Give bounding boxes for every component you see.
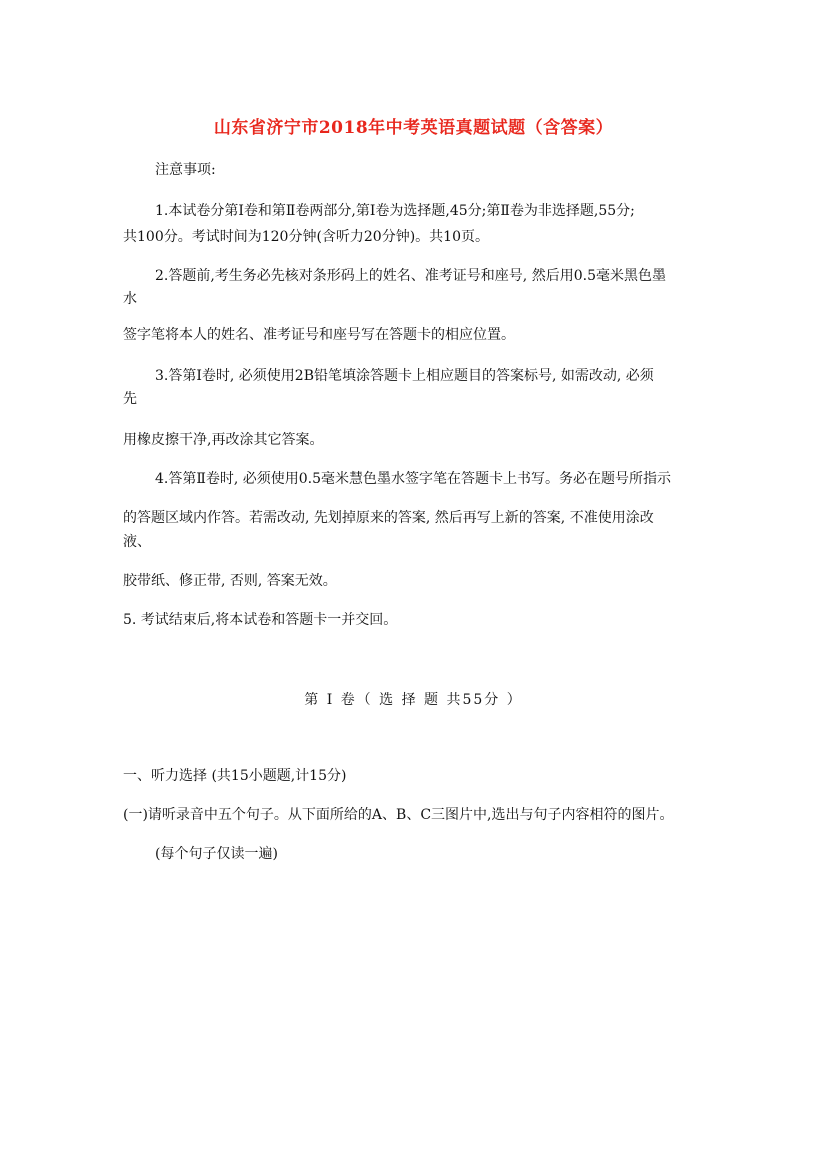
notice-item-1-line-2: 共100分。考试时间为120分钟(含听力20分钟)。共10页。	[123, 229, 489, 245]
notice-item-2-line-3: 签字笔将本人的姓名、准考证号和座号写在答题卡的相应位置。	[123, 327, 515, 343]
notice-item-2-line-2: 水	[123, 291, 137, 307]
notice-item-4-line-2: 的答题区域内作答。若需改动, 先划掉原来的答案, 然后再写上新的答案, 不准使用涂改	[123, 510, 654, 526]
notice-item-3-line-3: 用橡皮擦干净,再改涂其它答案。	[123, 432, 324, 448]
notice-item-4-line-4: 胶带纸、修正带, 否则, 答案无效。	[123, 573, 337, 589]
document-title: 山东省济宁市2018年中考英语真题试题（含答案）	[213, 118, 614, 138]
notice-item-3-line-2: 先	[123, 391, 137, 407]
part-instruction: (一)请听录音中五个句子。从下面所给的A、B、C三图片中,选出与句子内容相符的图片。	[123, 807, 674, 823]
notice-item-3-line-1: 3.答第Ⅰ卷时, 必须使用2B铅笔填涂答题卡上相应题目的答案标号, 如需改动, 必须	[155, 368, 654, 384]
notice-item-4-line-3: 液、	[123, 534, 151, 550]
notice-item-4-line-1: 4.答第Ⅱ卷时, 必须使用0.5毫米慧色墨水签字笔在答题卡上书写。务必在题号所指示	[155, 471, 672, 487]
part-heading: 一、听力选择 (共15小题题,计15分)	[123, 768, 347, 784]
notice-item-1-line-1: 1.本试卷分第Ⅰ卷和第Ⅱ卷两部分,第Ⅰ卷为选择题,45分;第Ⅱ卷为非选择题,55分;	[155, 203, 635, 219]
part-note: (每个句子仅读一遍)	[155, 846, 278, 862]
notice-item-5-line-1: 5. 考试结束后,将本试卷和答题卡一并交回。	[123, 612, 398, 628]
notice-item-2-line-1: 2.答题前,考生务必先核对条形码上的姓名、准考证号和座号, 然后用0.5毫米黑色墨	[155, 268, 666, 284]
notice-heading: 注意事项:	[155, 162, 216, 178]
section-heading: 第 Ⅰ 卷（ 选 择 题 共55分 ）	[304, 692, 523, 708]
